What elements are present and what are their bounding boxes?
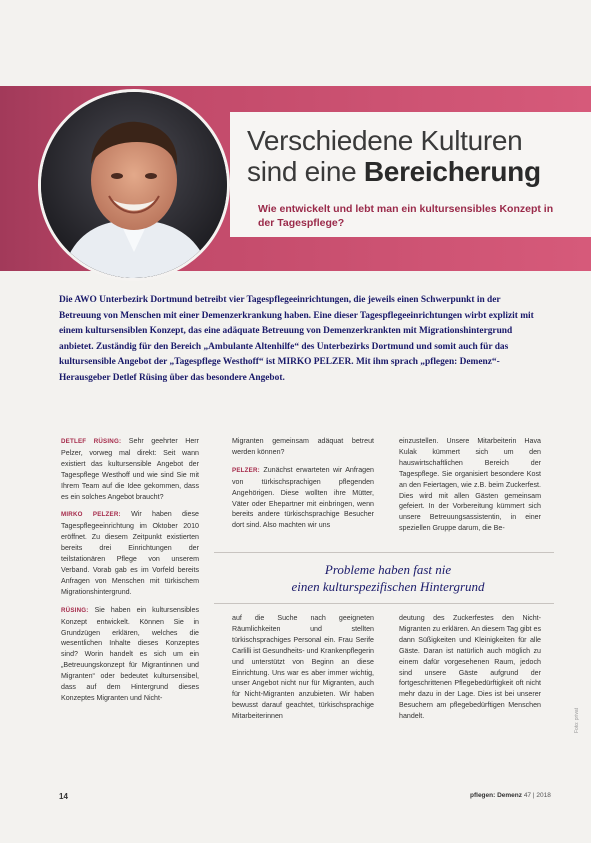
interview-paragraph: Migranten gemeinsam adäquat betreut werden können? xyxy=(232,437,374,456)
title-line-2 xyxy=(247,156,587,187)
portrait-illustration xyxy=(41,92,227,278)
pullquote-rule-top xyxy=(214,552,554,553)
speaker-label: DETLEF RÜSING: xyxy=(61,438,122,445)
interview-column-3 xyxy=(399,436,541,541)
photo-credit: Foto: privat xyxy=(574,708,580,734)
interview-paragraph xyxy=(61,605,199,704)
title-line-2-bold: Bereicherung xyxy=(363,156,541,187)
interview-paragraph xyxy=(61,436,199,502)
magazine-footer xyxy=(470,792,551,799)
interview-text: Wir haben diese Tagespflegeeinrichtung im Oktober 2010 eröffnet. Zu diesem Zeitpunkt existierten bereits drei Einrichtungen der teilstationären Pflege von unserem Verband. Vorab gab es im Vorfeld bereits Anfragen von Menschen mit türkischem Migrationshintergrund. xyxy=(61,510,199,596)
title-line-2-regular: sind eine xyxy=(247,156,364,187)
pullquote-line-1: Probleme haben fast nie xyxy=(324,562,452,577)
pullquote-rule-bottom xyxy=(214,603,554,604)
interview-paragraph: auf die Suche nach geeigneten Räumlichkeiten und stellten türkischsprachiges Personal ein. Frau Serife Carlilli ist Gesundheits- und Krankenpflegerin und unterstützt von Beginn an diese Einrichtung. Uns war es aber immer wichtig, unser Angebot nicht nur für Migranten, auch für Nicht-Migranten anzubieten. Wir haben bewusst darauf geachtet, türkischsprachige Mitarbeiterinnen xyxy=(232,614,374,721)
interview-column-1 xyxy=(61,436,199,711)
magazine-issue: 47 | 2018 xyxy=(522,792,551,799)
page-number: 14 xyxy=(59,792,68,801)
interview-text: Zunächst erwarteten wir Anfragen von türkischsprachigen pflegenden Angehörigen. Diese wollten ihre Mütter, Väter oder Ehepartner mit einbringen, wenn bereits andere türkischsprachige Besucher dort sind. Also machten wir uns xyxy=(232,465,374,530)
speaker-label: PELZER: xyxy=(232,466,260,474)
interview-paragraph xyxy=(61,509,199,597)
magazine-name: pflegen: Demenz xyxy=(470,792,523,799)
title-line-1: Verschiedene Kulturen xyxy=(247,125,523,156)
interview-paragraph: deutung des Zuckerfestes den Nicht-Migranten zu erklären. An diesem Tag gibt es dann Süßigkeiten und Kleinigkeiten für alle Gäste. Daran ist natürlich auch möglich zu einem dafür vorgesehenen Raum, jedoch sind unsere Gäste aufgrund der fortgeschrittenen Pflegebedürftigkeit oft nicht mehr dazu in der Lage. Dies ist bei unserer Besuchern am pflegebedürftigen Menschen handelt. xyxy=(399,614,541,721)
speaker-label: RÜSING: xyxy=(61,606,89,614)
pullquote-line-2: einen kulturspezifischen Hintergrund xyxy=(291,579,485,594)
pullquote xyxy=(218,561,558,595)
interview-paragraph: einzustellen. Unsere Mitarbeiterin Hava Kulak kümmert sich um den hauswirtschaftlichen Bereich der Tagespflege. Sie organisiert besondere Kost an den Feiertagen, wie z.B. beim Zuckerfest. Dies wird mit allen Gästen gemeinsam gefeiert. In der Vorbereitung kümmert sich unsere Betreuungsassistentin, in einer speziellen Gruppe darum, die Be- xyxy=(399,437,541,533)
interview-text: Sehr geehrter Herr Pelzer, vorweg mal direkt: Seit wann existiert das kultursensible Angebot der Tagespflege Westhoff und wie sind Sie mit Ihrem Team auf die Idee gekommen, dass es ein solches Angebot braucht? xyxy=(61,437,199,501)
interview-paragraph xyxy=(232,465,374,531)
article-subtitle: Wie entwickelt und lebt man ein kultursensibles Konzept in der Tagespflege? xyxy=(258,203,554,229)
article-title xyxy=(247,125,587,187)
intro-paragraph: Die AWO Unterbezirk Dortmund betreibt vier Tagespflegeeinrichtungen, die jeweils einen Schwerpunkt in der Betreuung von Menschen mit einer Demenzerkrankung haben. Eine dieser Tagespflegeeinrichtungen wirbt explizit mit einem kultursensiblen Konzept, das eine adäquate Betreuung von Demenzerkrankten mit Migrationshintergrund anbietet. Zuständig für den Bereich „Ambulante Altenhilfe“ des Unterbezirks Dortmund und somit auch für das kultursensible Angebot der „Tagespflege Westhoff“ ist MIRKO PELZER. Mit ihm sprach „pflegen: Demenz“-Herausgeber Detlef Rüsing über das besondere Angebot. xyxy=(59,295,534,383)
interview-column-2 xyxy=(232,436,374,538)
interview-column-2-continued xyxy=(232,613,374,729)
speaker-label: MIRKO PELZER: xyxy=(61,511,121,519)
article-intro xyxy=(59,293,537,387)
portrait-photo xyxy=(41,92,227,278)
interview-column-3-continued xyxy=(399,613,541,729)
interview-text: Sie haben ein kultursensibles Konzept entwickelt. Können Sie in Grundzügen erklären, welches die wesentlichen Inhalte dieses Konzeptes sind? Worin handelt es sich um ein „Betreuungskonzept für Migrantinnen und Migranten“ oder bedeutet kultursensibel, dass auf dem Hintergrund dieses Konzeptes Migranten und Nicht- xyxy=(61,605,199,702)
